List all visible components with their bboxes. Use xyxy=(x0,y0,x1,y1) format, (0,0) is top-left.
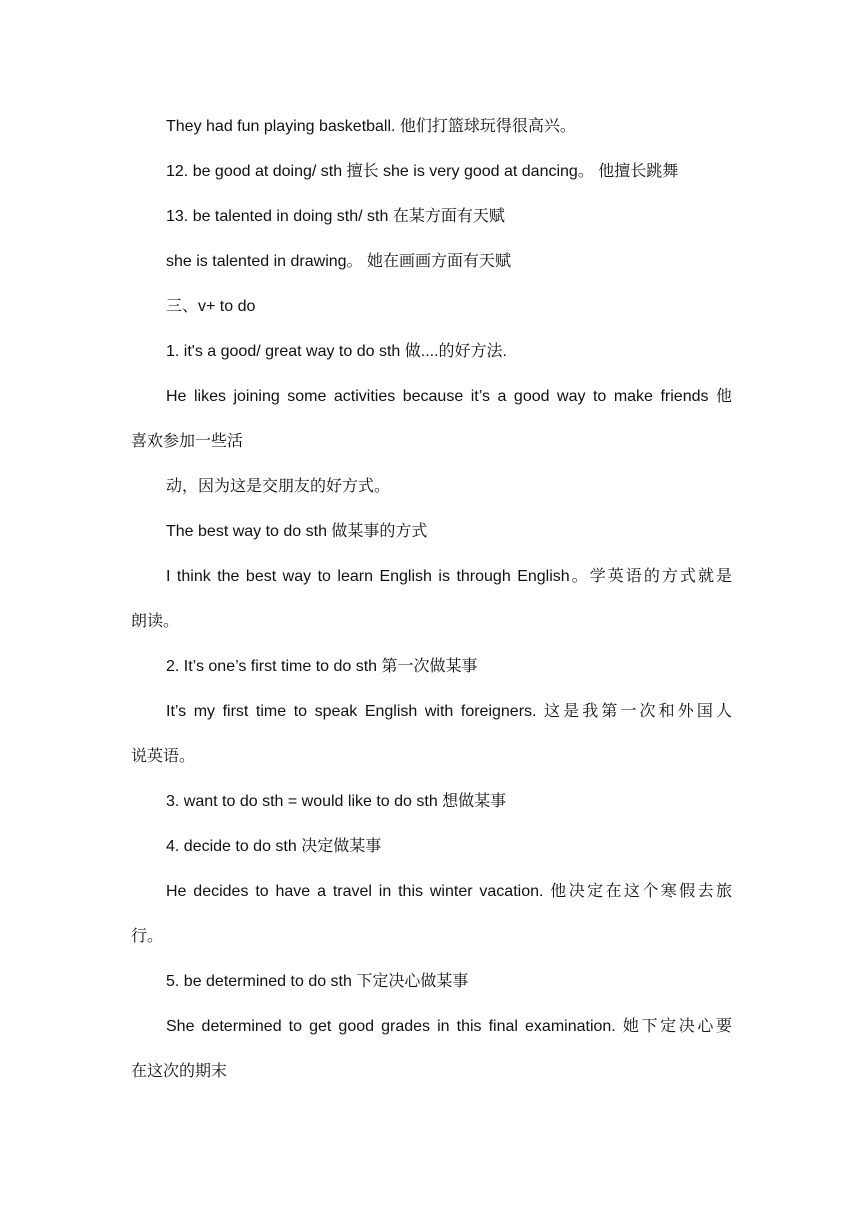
paragraph-example-final-exam-cont: 在这次的期末 xyxy=(131,1063,228,1080)
section-heading-v-to-do: 三、v+ to do xyxy=(166,298,256,315)
paragraph-example-winter-vacation-cont: 行。 xyxy=(131,928,164,945)
paragraph-example-speak-foreigners: It’s my first time to speak English with foreigners. 这是我第一次和外国人 xyxy=(166,703,732,720)
paragraph-example-final-exam: She determined to get good grades in this final examination. 她下定决心要 xyxy=(166,1018,732,1035)
paragraph-item-4-decide-to-do: 4. decide to do sth 决定做某事 xyxy=(166,838,382,855)
paragraph-item-5-be-determined: 5. be determined to do sth 下定决心做某事 xyxy=(166,973,469,990)
paragraph-translation-make-friends: 动，因为这是交朋友的好方式。 xyxy=(166,478,391,495)
paragraph-item-3-want-to-do: 3. want to do sth = would like to do sth 想做某事 xyxy=(166,793,507,810)
paragraph-example-winter-vacation: He decides to have a travel in this winter vacation. 他决定在这个寒假去旅 xyxy=(166,883,732,900)
paragraph-item-1-good-way: 1. it's a good/ great way to do sth 做....的好方法. xyxy=(166,343,507,360)
paragraph-item-2-first-time: 2. It’s one’s first time to do sth 第一次做某事 xyxy=(166,658,478,675)
paragraph-example-fun-playing: They had fun playing basketball. 他们打篮球玩得很高兴。 xyxy=(166,118,576,135)
paragraph-example-learn-english: I think the best way to learn English is through English。学英语的方式就是 xyxy=(166,568,732,585)
paragraph-item-12-be-good-at: 12. be good at doing/ sth 擅长 she is very good at dancing。 他擅长跳舞 xyxy=(166,163,679,180)
paragraph-example-joining-activities-cont: 喜欢参加一些活 xyxy=(131,433,244,450)
paragraph-example-talented-drawing: she is talented in drawing。 她在画画方面有天赋 xyxy=(166,253,512,270)
paragraph-item-13-be-talented-in: 13. be talented in doing sth/ sth 在某方面有天赋 xyxy=(166,208,505,225)
paragraph-example-speak-foreigners-cont: 说英语。 xyxy=(131,748,196,765)
paragraph-item-best-way: The best way to do sth 做某事的方式 xyxy=(166,523,428,540)
paragraph-example-learn-english-cont: 朗读。 xyxy=(131,613,180,630)
paragraph-example-joining-activities: He likes joining some activities because it’s a good way to make friends 他 xyxy=(166,388,732,405)
